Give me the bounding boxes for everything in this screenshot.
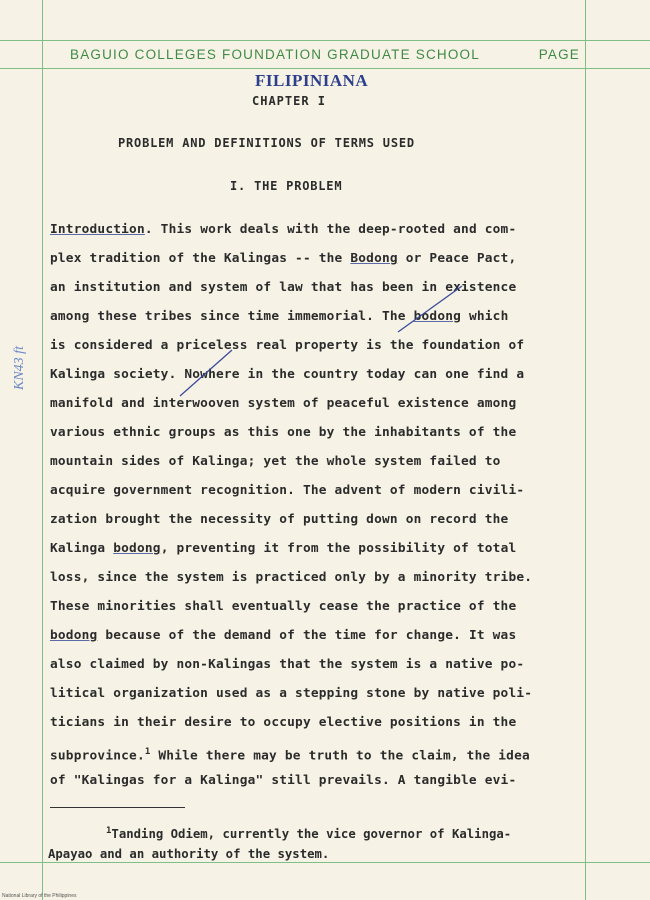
filipiniana-stamp: FILIPINIANA (255, 71, 369, 90)
page-label: PAGE (538, 47, 580, 62)
chapter-heading: CHAPTER I (252, 94, 327, 108)
term-bodong: bodong (50, 628, 98, 643)
text-line: Introduction. This work deals with the deep-rooted and com- (50, 222, 517, 237)
pen-stroke (180, 350, 232, 396)
section-heading: I. THE PROBLEM (230, 179, 343, 193)
text-line: Kalinga society. Nowhere in the country today can one find a (50, 367, 525, 382)
text-line: Kalinga bodong, preventing it from the possibility of total (50, 541, 517, 556)
text-line: bodong because of the demand of the time for change. It was (50, 628, 517, 643)
text-line: various ethnic groups as this one by the inhabitants of the (50, 425, 517, 440)
text-line: zation brought the necessity of putting down on record the (50, 512, 509, 527)
text-line: acquire government recognition. The advent of modern civili- (50, 483, 525, 498)
text-line: of "Kalingas for a Kalinga" still prevails. A tangible evi- (50, 773, 517, 788)
text-line: subprovince.$^1$ While there may be truth to the claim, the idea (50, 747, 530, 764)
footnote-line: $^1$Tanding Odiem, currently the vice governor of Kalinga- (106, 826, 512, 842)
text-line: also claimed by non-Kalingas that the system is a native po- (50, 657, 525, 672)
text-line: plex tradition of the Kalingas -- the Bodong or Peace Pact, (50, 251, 517, 266)
text-line: ticians in their desire to occupy elective positions in the (50, 715, 517, 730)
text-line: an institution and system of law that has been in existence (50, 280, 517, 295)
pen-stroke (398, 286, 462, 332)
handwritten-margin-note: KN43 ft (12, 346, 27, 390)
term-introduction: Introduction (50, 222, 145, 237)
school-name: BAGUIO COLLEGES FOUNDATION GRADUATE SCHOOL (70, 47, 480, 62)
page-title: PROBLEM AND DEFINITIONS OF TERMS USED (118, 136, 415, 150)
text-line: is considered a priceless real property is the foundation of (50, 338, 525, 353)
text-line: litical organization used as a stepping stone by native poli- (50, 686, 533, 701)
footnote-ref: 1 (144, 747, 151, 757)
text-line: manifold and interwooven system of peaceful existence among (50, 396, 517, 411)
text-line: mountain sides of Kalinga; yet the whole system failed to (50, 454, 501, 469)
term-bodong: Bodong (350, 251, 398, 266)
library-credit: National Library of the Philippines (2, 893, 77, 899)
footnote-line: Apayao and an authority of the system. (48, 847, 330, 862)
text-line: loss, since the system is practiced only by a minority tribe. (50, 570, 533, 585)
text-line: These minorities shall eventually cease the practice of the (50, 599, 517, 614)
term-bodong: bodong (413, 309, 462, 324)
term-bodong: bodong (113, 541, 161, 556)
text-line: among these tribes since time immemorial. The bodong which (50, 309, 509, 324)
